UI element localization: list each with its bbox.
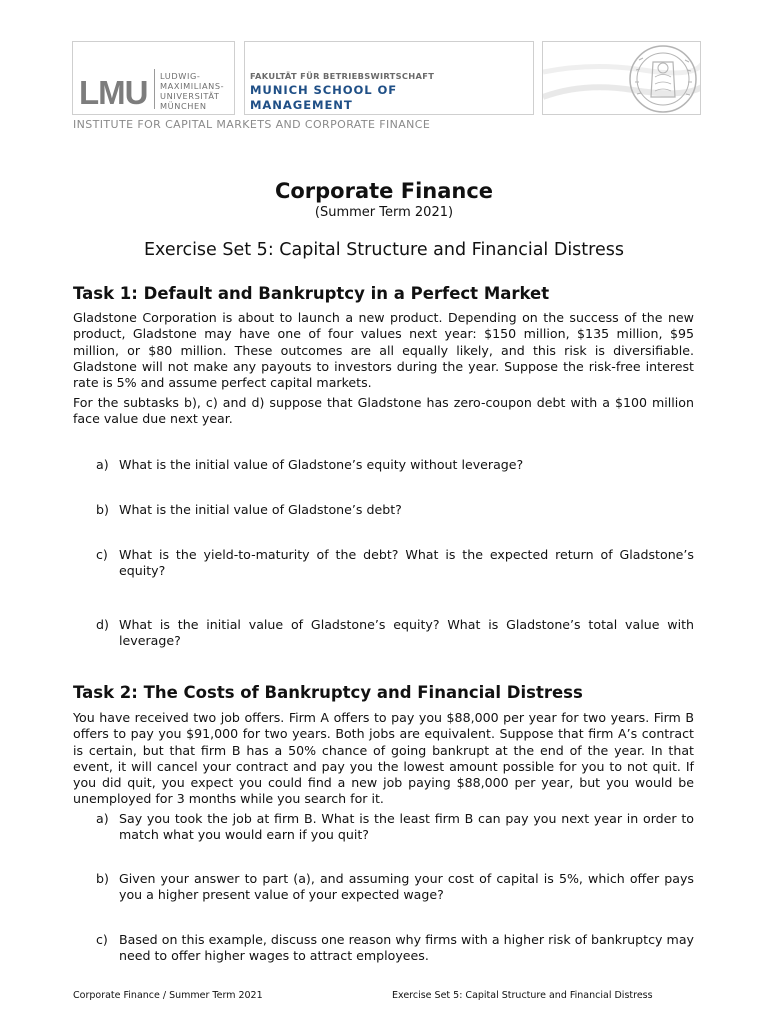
task2-question-b xyxy=(73,871,694,904)
page-subtitle: (Summer Term 2021) xyxy=(314,205,454,220)
question-label: a) xyxy=(96,811,109,826)
question-text: Given your answer to part (a), and assuming your cost of capital is 5%, which offer pays you a higher present value of your expected wage? xyxy=(119,871,694,903)
university-name-line: LUDWIG- xyxy=(160,71,201,81)
question-label: d) xyxy=(96,617,109,632)
task2-intro: You have received two job offers. Firm A offers to pay you $88,000 per year for two years. Firm B offers to pay you $91,000 for two years. Both jobs are equivalent. Suppose that firm A’s contract is certain, but that firm B has a 50% chance of going bankrupt at the end of the year. In that event, it will cancel your contract and pay you the lowest amount possible for you to not quit. If you did quit, you expect you could find a new job paying $88,000 per year, but you would be unemployed for 3 months while you search for it. xyxy=(73,710,694,807)
task2-question-a xyxy=(73,811,694,844)
faculty-name: FAKULTÄT FÜR BETRIEBSWIRTSCHAFT xyxy=(250,71,435,81)
task1-question-b xyxy=(73,502,694,518)
question-text: What is the yield-to-maturity of the debt? What is the expected return of Gladstone’s equity? xyxy=(119,547,694,579)
university-name-line: MAXIMILIANS- xyxy=(160,81,225,91)
task1-question-d xyxy=(73,617,694,650)
page-title: Corporate Finance xyxy=(274,179,494,203)
task1-question-c xyxy=(73,547,694,580)
university-name-line: UNIVERSITÄT xyxy=(160,91,220,101)
question-text: What is the initial value of Gladstone’s equity? What is Gladstone’s total value with leverage? xyxy=(119,617,694,649)
question-label: c) xyxy=(96,932,108,947)
question-label: b) xyxy=(96,502,109,517)
question-text: Say you took the job at firm B. What is the least firm B can pay you next year in order to match what you would earn if you quit? xyxy=(119,811,694,843)
exercise-title: Exercise Set 5: Capital Structure and Financial Distress xyxy=(144,240,624,260)
institute-name: INSTITUTE FOR CAPITAL MARKETS AND CORPORATE FINANCE xyxy=(73,118,431,131)
footer-right: Exercise Set 5: Capital Structure and Financial Distress xyxy=(392,990,653,1001)
school-name-line: MUNICH SCHOOL OF xyxy=(250,83,398,97)
logo-divider xyxy=(154,69,155,109)
university-name xyxy=(160,71,224,111)
task1-question-a xyxy=(73,457,694,473)
task2-title: Task 2: The Costs of Bankruptcy and Financial Distress xyxy=(73,683,583,702)
university-name-line: MÜNCHEN xyxy=(160,101,207,111)
lmu-logo-box xyxy=(72,41,235,115)
task2-question-c xyxy=(73,932,694,965)
task1-intro2: For the subtasks b), c) and d) suppose that Gladstone has zero-coupon debt with a $100 million face value due next year. xyxy=(73,395,694,427)
footer-left: Corporate Finance / Summer Term 2021 xyxy=(73,990,263,1001)
university-seal-icon xyxy=(543,42,701,115)
question-text: Based on this example, discuss one reason why firms with a higher risk of bankruptcy may need to offer higher wages to attract employees. xyxy=(119,932,694,964)
lmu-logo: LMU xyxy=(79,74,148,111)
question-label: b) xyxy=(96,871,109,886)
school-name-line: MANAGEMENT xyxy=(250,98,353,112)
school-name xyxy=(250,83,397,113)
task1-title: Task 1: Default and Bankruptcy in a Perfect Market xyxy=(73,284,550,303)
question-label: c) xyxy=(96,547,108,562)
seal-box xyxy=(542,41,701,115)
school-logo-box xyxy=(244,41,534,115)
question-text: What is the initial value of Gladstone’s debt? xyxy=(119,502,402,517)
question-label: a) xyxy=(96,457,109,472)
question-text: What is the initial value of Gladstone’s equity without leverage? xyxy=(119,457,524,472)
task1-intro: Gladstone Corporation is about to launch a new product. Depending on the success of the new product, Gladstone may have one of four values next year: $150 million, $135 million, $95 million, or $80 million. These outcomes are all equally likely, and this risk is diversifiable. Gladstone will not make any payouts to investors during the year. Suppose the risk-free interest rate is 5% and assume perfect capital markets. xyxy=(73,310,694,391)
